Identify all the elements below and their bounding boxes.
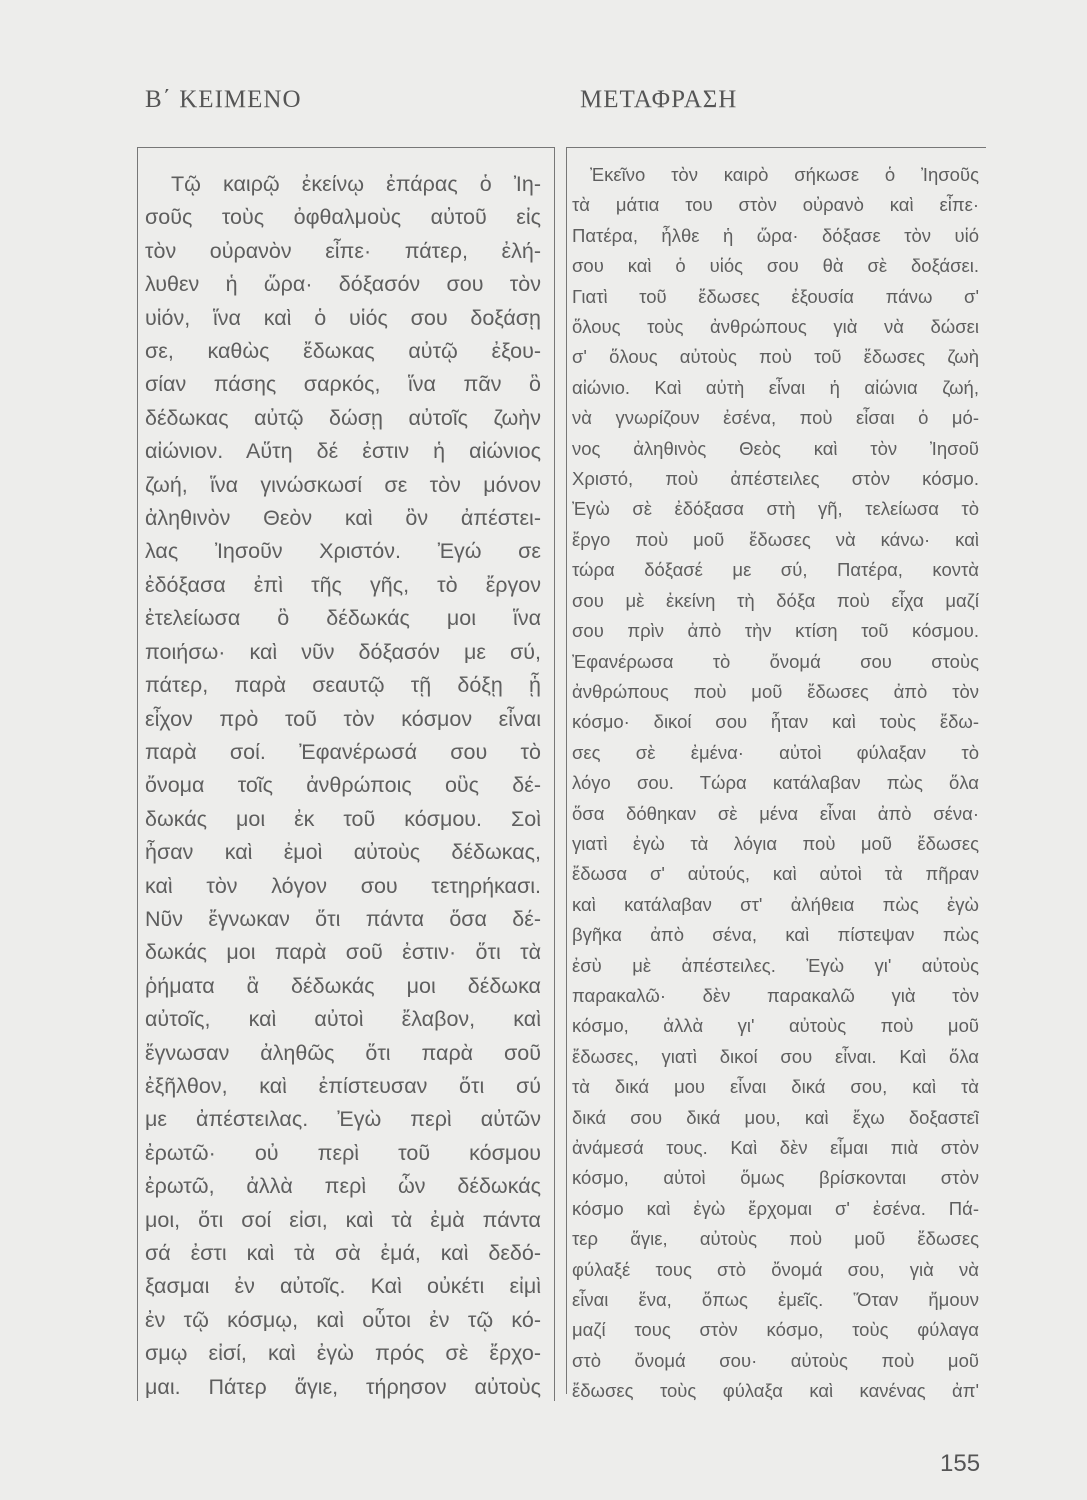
original-text-line: ἐτελείωσα ὃ δέδωκάς μοι ἵνα: [145, 606, 541, 631]
translation-line: Ἐγὼ σὲ ἐδόξασα στὴ γῆ, τελείωσα τὸ: [572, 498, 979, 520]
translation-line: τὰ μάτια του στὸν οὐρανὸ καὶ εἶπε·: [572, 194, 979, 216]
translation-line: τερ ἅγιε, αὐτοὺς ποὺ μοῦ ἔδωσες: [572, 1228, 979, 1250]
original-text-line: Τῷ καιρῷ ἐκείνῳ ἐπάρας ὁ Ἰη-: [171, 172, 541, 196]
translation-line: σ' ὅλους αὐτοὺς ποὺ τοῦ ἔδωσες ζωὴ: [572, 346, 979, 368]
original-text-line: ζωή, ἵνα γινώσκωσί σε τὸν μόνον: [145, 472, 541, 497]
original-text-line: ἀληθινὸν Θεὸν καὶ ὃν ἀπέστει-: [145, 506, 541, 531]
translation-line: λόγο σου. Τώρα κατάλαβαν πὼς ὅλα: [572, 772, 979, 794]
original-text-line: ἦσαν καὶ ἐμοὶ αὐτοὺς δέδωκας,: [145, 840, 541, 865]
translation-line: μαζί τους στὸν κόσμο, τοὺς φύλαγα: [572, 1319, 979, 1341]
translation-line: σου καὶ ὁ υἱός σου θὰ σὲ δοξάσει.: [572, 255, 979, 277]
original-text-line: υἱόν, ἵνα καὶ ὁ υἱός σου δοξάσῃ: [145, 305, 541, 330]
original-text-line: εἶχον πρὸ τοῦ τὸν κόσμον εἶναι: [145, 706, 541, 731]
original-text-line: ἐρωτῶ, ἀλλὰ περὶ ὧν δέδωκάς: [145, 1174, 541, 1199]
original-text-line: ἐρωτῶ· οὐ περὶ τοῦ κόσμου: [145, 1140, 541, 1165]
translation-line: ἔδωσα σ' αὐτούς, καὶ αὐτοὶ τὰ πῆραν: [572, 863, 979, 885]
original-text-line: αὐτοῖς, καὶ αὐτοὶ ἔλαβον, καὶ: [145, 1007, 541, 1032]
original-text-line: τὸν οὐρανὸν εἶπε· πάτερ, ἐλή-: [145, 238, 541, 263]
translation-line: ἀνθρώπους ποὺ μοῦ ἔδωσες ἀπὸ τὸν: [572, 680, 979, 702]
original-text-line: αἰώνιον. Αὕτη δέ ἐστιν ἡ αἰώνιος: [145, 439, 541, 464]
translation-line: Χριστό, ποὺ ἀπέστειλες στὸν κόσμο.: [572, 468, 979, 490]
translation-line: σου μὲ ἐκείνη τὴ δόξα ποὺ εἶχα μαζί: [572, 589, 979, 611]
translation-line: φύλαξέ τους στὸ ὄνομά σου, γιὰ νὰ: [572, 1258, 979, 1280]
translation-line: τώρα δόξασέ με σύ, Πατέρα, κοντὰ: [572, 559, 979, 581]
original-text-line: δωκάς μοι παρὰ σοῦ ἐστιν· ὅτι τὰ: [145, 940, 541, 965]
original-text-line: σμῳ εἰσί, καὶ ἐγὼ πρός σὲ ἔρχο-: [145, 1341, 541, 1366]
translation-line: κόσμο, ἀλλὰ γι' αὐτοὺς ποὺ μοῦ: [572, 1015, 979, 1037]
translation-line: κόσμο· δικοί σου ἦταν καὶ τοὺς ἔδω-: [572, 711, 979, 733]
translation-line: ἔδωσες τοὺς φύλαξα καὶ κανένας ἀπ': [572, 1380, 979, 1402]
original-text-line: καὶ τὸν λόγον σου τετηρήκασι.: [145, 873, 541, 898]
translation-line: νὰ γνωρίζουν ἐσένα, ποὺ εἶσαι ὁ μό-: [572, 407, 979, 429]
translation-line: τὰ δικά μου εἶναι δικά σου, καὶ τὰ: [572, 1076, 979, 1098]
translation-line: ἐσὺ μὲ ἀπέστειλες. Ἐγὼ γι' αὐτοὺς: [572, 954, 979, 976]
original-text-line: δωκάς μοι ἐκ τοῦ κόσμου. Σοὶ: [145, 806, 541, 831]
original-text-line: ῥήματα ἃ δέδωκάς μοι δέδωκα: [145, 973, 541, 998]
translation-line: νος ἀληθινὸς Θεὸς καὶ τὸν Ἰησοῦ: [572, 437, 979, 459]
original-text-line: σίαν πάσης σαρκός, ἵνα πᾶν ὃ: [145, 372, 541, 397]
translation-line: Πατέρα, ἦλθε ἡ ὥρα· δόξασε τὸν υἱό: [572, 224, 979, 246]
translation-line: Γιατὶ τοῦ ἔδωσες ἐξουσία πάνω σ': [572, 285, 979, 307]
translation-line: ἔργο ποὺ μοῦ ἔδωσες νὰ κάνω· καὶ: [572, 528, 979, 550]
original-text-line: Νῦν ἔγνωκαν ὅτι πάντα ὅσα δέ-: [145, 906, 541, 931]
translation-line: δικά σου δικά μου, καὶ ἔχω δοξαστεῖ: [572, 1106, 979, 1128]
original-text-line: ὄνομα τοῖς ἀνθρώποις οὓς δέ-: [145, 773, 541, 798]
translation-line: ἀνάμεσά τους. Καὶ δὲν εἶμαι πιὰ στὸν: [572, 1137, 979, 1158]
original-text-line: ἐξῆλθον, καὶ ἐπίστευσαν ὅτι σύ: [145, 1073, 541, 1098]
translation-line: Ἐκεῖνο τὸν καιρὸ σήκωσε ὁ Ἰησοῦς: [590, 164, 979, 185]
translation-line: σου πρὶν ἀπὸ τὴν κτίση τοῦ κόσμου.: [572, 620, 979, 642]
original-text-line: μοι, ὅτι σοί εἰσι, καὶ τὰ ἐμὰ πάντα: [145, 1207, 541, 1232]
original-text-line: ἐν τῷ κόσμῳ, καὶ οὗτοι ἐν τῷ κό-: [145, 1307, 541, 1332]
original-text-heading: Β΄ ΚΕΙΜΕΝΟ: [145, 86, 302, 113]
original-text-line: λυθεν ἡ ὥρα· δόξασόν σου τὸν: [145, 272, 541, 297]
original-text-line: ἔγνωσαν ἀληθῶς ὅτι παρὰ σοῦ: [145, 1040, 541, 1065]
page-number: 155: [940, 1450, 981, 1477]
original-text-line: πάτερ, παρὰ σεαυτῷ τῇ δόξῃ ᾗ: [145, 673, 541, 698]
translation-line: ἔδωσες, γιατὶ δικοί σου εἶναι. Καὶ ὅλα: [572, 1045, 979, 1067]
translation-line: καὶ κατάλαβαν στ' ἀλήθεια πὼς ἐγὼ: [572, 893, 979, 915]
translation-line: βγῆκα ἀπὸ σένα, καὶ πίστεψαν πὼς: [572, 924, 979, 946]
translation-line: γιατὶ ἐγὼ τὰ λόγια ποὺ μοῦ ἔδωσες: [572, 832, 979, 854]
translation-line: σες σὲ ἐμένα· αὐτοὶ φύλαξαν τὸ: [572, 741, 979, 763]
original-text-line: δέδωκας αὐτῷ δώσῃ αὐτοῖς ζωὴν: [145, 405, 541, 430]
original-text-line: σά ἐστι καὶ τὰ σὰ ἐμά, καὶ δεδό-: [145, 1241, 541, 1265]
translation-line: παρακαλῶ· δὲν παρακαλῶ γιὰ τὸν: [572, 984, 979, 1006]
original-text-line: ποιήσω· καὶ νῦν δόξασόν με σύ,: [145, 639, 541, 664]
original-text-line: ἐδόξασα ἐπὶ τῆς γῆς, τὸ ἔργον: [145, 572, 541, 597]
translation-line: Ἐφανέρωσα τὸ ὄνομά σου στοὺς: [572, 650, 979, 672]
translation-line: αἰώνιο. Καὶ αὐτὴ εἶναι ἡ αἰώνια ζωή,: [572, 376, 979, 398]
original-text-line: ξασμαι ἐν αὐτοῖς. Καὶ οὐκέτι εἰμὶ: [145, 1274, 541, 1299]
original-text-line: μαι. Πάτερ ἅγιε, τήρησον αὐτοὺς: [145, 1374, 541, 1399]
translation-line: στὸ ὄνομά σου· αὐτοὺς ποὺ μοῦ: [572, 1349, 979, 1371]
translation-line: ὅλους τοὺς ἀνθρώπους γιὰ νὰ δώσει: [572, 316, 979, 338]
original-text-line: λας Ἰησοῦν Χριστόν. Ἐγώ σε: [145, 539, 541, 564]
original-text-line: σε, καθὼς ἔδωκας αὐτῷ ἐξου-: [145, 339, 541, 364]
original-text-column: [145, 168, 541, 1404]
original-text-line: παρὰ σοί. Ἐφανέρωσά σου τὸ: [145, 739, 541, 764]
translation-line: κόσμο καὶ ἐγὼ ἔρχομαι σ' ἐσένα. Πά-: [572, 1197, 979, 1219]
translation-heading: ΜΕΤΑΦΡΑΣΗ: [580, 86, 738, 113]
original-text-line: με ἀπέστειλας. Ἐγὼ περὶ αὐτῶν: [145, 1107, 541, 1132]
translation-line: ὅσα δόθηκαν σὲ μένα εἶναι ἀπὸ σένα·: [572, 802, 979, 824]
original-text-line: σοῦς τοὺς ὀφθαλμοὺς αὐτοῦ εἰς: [145, 205, 541, 230]
translation-column: [572, 160, 979, 1407]
translation-line: κόσμο, αὐτοὶ ὅμως βρίσκονται στὸν: [572, 1167, 979, 1189]
translation-line: εἶναι ἕνα, ὅπως ἐμεῖς. Ὅταν ἤμουν: [572, 1289, 979, 1311]
